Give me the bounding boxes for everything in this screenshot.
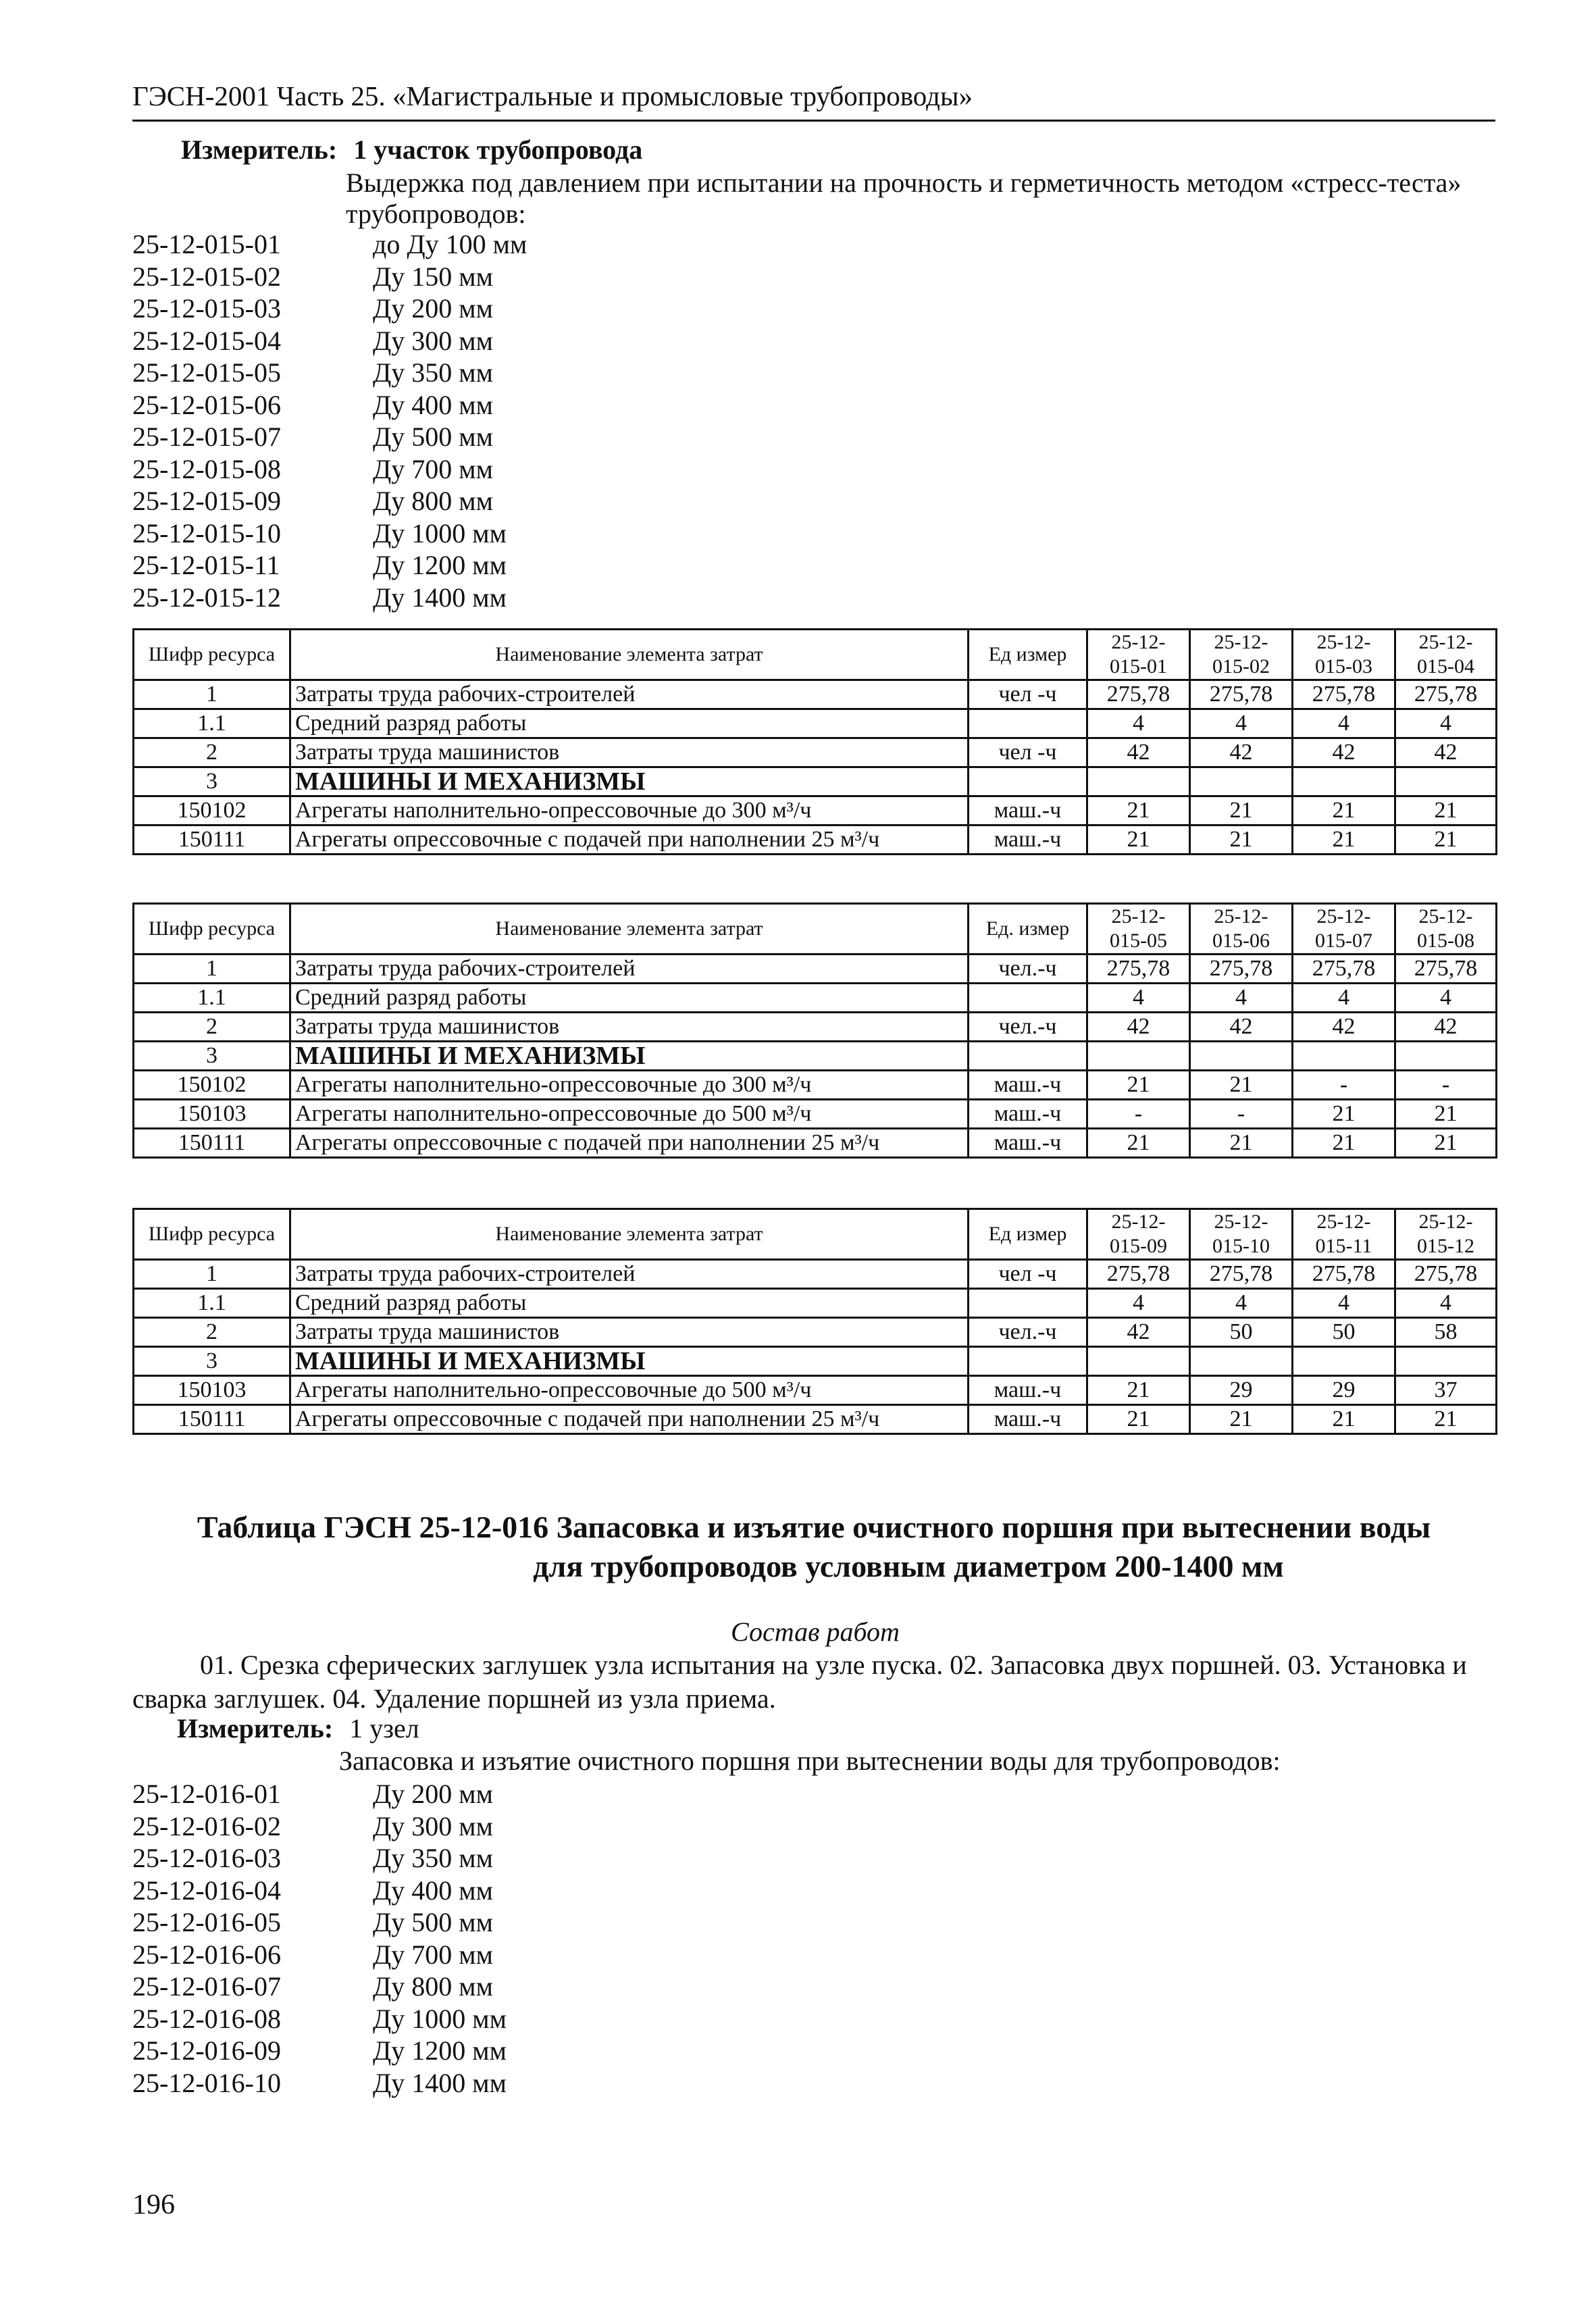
code-list-item [132, 357, 527, 389]
code-list-item [132, 421, 527, 453]
row-name-text: Агрегаты наполнительно-опрессовочные до 500 м³/ч [295, 1377, 812, 1402]
table-header-row [134, 1209, 1497, 1260]
table-row [134, 1260, 1497, 1289]
row-unit: маш.-ч [969, 1100, 1087, 1129]
code-list-item [132, 1778, 507, 1810]
header-norm-code [1087, 904, 1190, 955]
row-value: 275,78 [1395, 1260, 1497, 1289]
header-unit: Ед. измер [969, 904, 1087, 955]
row-unit: маш.-ч [969, 1376, 1087, 1405]
norm-code-part: 015-08 [1417, 930, 1474, 952]
norm-code-part: 25-12- [1111, 905, 1166, 927]
item-label: Ду 300 мм [373, 1810, 493, 1841]
row-unit: маш.-ч [969, 1071, 1087, 1100]
row-name [290, 1405, 969, 1434]
code-list-item [132, 453, 527, 486]
row-value: 42 [1087, 1318, 1190, 1347]
row-value: 21 [1395, 796, 1497, 825]
row-name: Затраты труда рабочих-строителей [290, 955, 969, 984]
item-label: Ду 700 мм [373, 1939, 493, 1970]
row-unit: чел.-ч [969, 955, 1087, 984]
row-value: 21 [1087, 825, 1190, 855]
header-name: Наименование элемента затрат [290, 630, 969, 680]
row-value: 4 [1395, 709, 1497, 738]
row-code: 150111 [134, 1405, 290, 1434]
row-value: 275,78 [1087, 1260, 1190, 1289]
row-value: 21 [1087, 1405, 1190, 1434]
code-list-item [132, 1971, 507, 2003]
row-value: 4 [1293, 709, 1395, 738]
row-name: Затраты труда рабочих-строителей [290, 680, 969, 709]
row-value [1087, 767, 1190, 796]
item-label: Ду 800 мм [373, 486, 493, 516]
norm-code-part: 25-12- [1214, 905, 1268, 927]
header-code: Шифр ресурса [134, 1209, 290, 1260]
row-unit: чел.-ч [969, 1013, 1087, 1042]
item-code: 25-12-015-02 [132, 261, 281, 292]
header-code: Шифр ресурса [134, 630, 290, 680]
row-name-text: Агрегаты опрессовочные с подачей при наполнении 25 м³/ч [295, 1130, 880, 1155]
resource-table-2 [132, 903, 1497, 1159]
row-name: Затраты труда рабочих-строителей [290, 1260, 969, 1289]
item-label: Ду 200 мм [373, 293, 493, 324]
code-list-item [132, 2035, 507, 2067]
resource-table-3 [132, 1208, 1497, 1435]
table-row [134, 1318, 1497, 1347]
header-norm-code [1293, 1209, 1395, 1260]
norm-code-part: 25-12- [1316, 631, 1371, 653]
row-name: МАШИНЫ И МЕХАНИЗМЫ [290, 1042, 969, 1071]
row-value: 21 [1087, 796, 1190, 825]
row-value [1395, 767, 1497, 796]
norm-code-part: 015-11 [1315, 1235, 1372, 1257]
row-value: 4 [1293, 984, 1395, 1013]
item-label: до Ду 100 мм [373, 229, 527, 259]
row-value: 275,78 [1293, 680, 1395, 709]
row-value: 42 [1087, 1013, 1190, 1042]
row-value [1190, 1042, 1293, 1071]
norm-code-part: 015-06 [1212, 930, 1270, 952]
row-value: 21 [1293, 796, 1395, 825]
row-value: 275,78 [1190, 680, 1293, 709]
code-list-item [132, 1875, 507, 1907]
row-name-text: Агрегаты наполнительно-опрессовочные до 500 м³/ч [295, 1101, 812, 1126]
norm-code-part: 015-07 [1315, 930, 1372, 952]
header-unit: Ед измер [969, 1209, 1087, 1260]
row-value: 275,78 [1293, 1260, 1395, 1289]
item-label: Ду 800 мм [373, 1971, 493, 2002]
row-code: 2 [134, 1318, 290, 1347]
item-code: 25-12-016-01 [132, 1779, 281, 1809]
item-code: 25-12-015-09 [132, 486, 281, 516]
measure-label-2: Измеритель: [177, 1713, 334, 1744]
row-code: 2 [134, 1013, 290, 1042]
header-unit: Ед измер [969, 630, 1087, 680]
item-label: Ду 300 мм [373, 325, 493, 356]
row-code: 150102 [134, 796, 290, 825]
item-code: 25-12-016-10 [132, 2067, 281, 2098]
row-name [290, 1100, 969, 1129]
row-unit [969, 1042, 1087, 1071]
item-code: 25-12-015-07 [132, 422, 281, 452]
row-value: - [1293, 1071, 1395, 1100]
item-code: 25-12-015-03 [132, 293, 281, 324]
row-code: 1 [134, 1260, 290, 1289]
page-number: 196 [132, 2189, 175, 2220]
header-norm-code [1087, 630, 1190, 680]
row-value: 42 [1293, 1013, 1395, 1042]
row-value [1087, 1347, 1190, 1376]
row-value: 42 [1087, 738, 1190, 767]
row-value [1293, 1042, 1395, 1071]
row-value: 42 [1293, 738, 1395, 767]
table-row [134, 1071, 1497, 1100]
row-code: 1 [134, 680, 290, 709]
code-list-item [132, 582, 527, 614]
table-row [134, 680, 1497, 709]
item-label: Ду 500 мм [373, 1907, 493, 1937]
row-value [1395, 1347, 1497, 1376]
row-value: 21 [1190, 1071, 1293, 1100]
header-norm-code [1293, 904, 1395, 955]
norm-code-part: 015-09 [1110, 1235, 1167, 1257]
measure-value: 1 участок трубопровода [353, 134, 643, 165]
resource-table-1 [132, 628, 1497, 855]
table-row [134, 1289, 1497, 1318]
item-label: Ду 1400 мм [373, 582, 507, 613]
header-norm-code [1190, 904, 1293, 955]
row-value: - [1087, 1100, 1190, 1129]
row-value: 275,78 [1293, 955, 1395, 984]
norm-code-part: 25-12- [1418, 1211, 1473, 1233]
item-code: 25-12-015-01 [132, 229, 281, 259]
item-code: 25-12-016-04 [132, 1875, 281, 1906]
header-name: Наименование элемента затрат [290, 904, 969, 955]
item-label: Ду 700 мм [373, 453, 493, 484]
item-label: Ду 1400 мм [373, 2067, 507, 2098]
norm-code-part: 015-04 [1417, 655, 1474, 678]
header-code: Шифр ресурса [134, 904, 290, 955]
table-row [134, 955, 1497, 984]
row-value: 275,78 [1087, 680, 1190, 709]
row-value: 21 [1190, 825, 1293, 855]
code-list-item [132, 228, 527, 261]
row-value [1293, 767, 1395, 796]
row-value [1293, 1347, 1395, 1376]
row-code: 150103 [134, 1100, 290, 1129]
row-value: 21 [1087, 1376, 1190, 1405]
row-name: Средний разряд работы [290, 984, 969, 1013]
row-name [290, 1129, 969, 1158]
header-norm-code [1087, 1209, 1190, 1260]
row-name: МАШИНЫ И МЕХАНИЗМЫ [290, 1347, 969, 1376]
item-label: Ду 150 мм [373, 261, 493, 292]
code-list-item [132, 2003, 507, 2035]
item-code: 25-12-015-11 [132, 550, 280, 580]
table-row [134, 1347, 1497, 1376]
works-text: 01. Срезка сферических заглушек узла испытания на узле пуска. 02. Запасовка двух поршней. 03. Установка и сварка заглушек. 04. Удаление поршней из узла приема. [132, 1650, 1467, 1714]
norm-code-part: 25-12- [1316, 1211, 1371, 1233]
row-value: 21 [1293, 825, 1395, 855]
row-name: Средний разряд работы [290, 709, 969, 738]
row-value: 21 [1293, 1129, 1395, 1158]
table-row [134, 1013, 1497, 1042]
row-value: 275,78 [1190, 955, 1293, 984]
item-label: Ду 350 мм [373, 1843, 493, 1873]
row-code: 3 [134, 1042, 290, 1071]
row-code: 1.1 [134, 1289, 290, 1318]
header-norm-code [1293, 630, 1395, 680]
item-label: Ду 1200 мм [373, 550, 507, 580]
section2-code-list [132, 1778, 507, 2099]
row-unit: чел.-ч [969, 1318, 1087, 1347]
row-value: 50 [1293, 1318, 1395, 1347]
row-code: 2 [134, 738, 290, 767]
row-value: - [1190, 1100, 1293, 1129]
row-value: 37 [1395, 1376, 1497, 1405]
header-norm-code [1395, 1209, 1497, 1260]
item-label: Ду 1000 мм [373, 2003, 507, 2034]
row-value: 29 [1190, 1376, 1293, 1405]
code-list-item [132, 517, 527, 550]
row-value: 21 [1395, 1100, 1497, 1129]
row-value: 21 [1190, 1129, 1293, 1158]
row-value [1395, 1042, 1497, 1071]
norm-code-part: 25-12- [1214, 631, 1268, 653]
norm-code-part: 25-12- [1418, 631, 1473, 653]
row-value: 21 [1190, 796, 1293, 825]
header-norm-code [1395, 630, 1497, 680]
row-name: Затраты труда машинистов [290, 1318, 969, 1347]
code-list-item [132, 1842, 507, 1875]
row-value: 4 [1395, 1289, 1497, 1318]
row-code: 1 [134, 955, 290, 984]
row-code: 1.1 [134, 709, 290, 738]
code-list-item [132, 1939, 507, 1971]
norm-code-part: 015-02 [1212, 655, 1270, 678]
measure-value-2: 1 узел [349, 1713, 419, 1744]
item-code: 25-12-016-05 [132, 1907, 281, 1937]
item-code: 25-12-016-02 [132, 1810, 281, 1841]
item-code: 25-12-015-04 [132, 325, 281, 356]
item-label: Ду 1200 мм [373, 2035, 507, 2066]
item-code: 25-12-016-06 [132, 1939, 281, 1970]
table-row [134, 984, 1497, 1013]
item-code: 25-12-016-07 [132, 1971, 281, 2002]
measure-line-2 [177, 1712, 419, 1744]
row-name [290, 1071, 969, 1100]
row-code: 150103 [134, 1376, 290, 1405]
table-header-row [134, 904, 1497, 955]
header-norm-code [1190, 630, 1293, 680]
row-value: 50 [1190, 1318, 1293, 1347]
row-value: 42 [1395, 1013, 1497, 1042]
item-code: 25-12-015-05 [132, 357, 281, 388]
row-name-text: Агрегаты опрессовочные с подачей при наполнении 25 м³/ч [295, 827, 880, 852]
table-row [134, 1100, 1497, 1129]
code-list-item [132, 293, 527, 325]
table-row [134, 825, 1497, 855]
header-rule [132, 120, 1495, 122]
code-list-item [132, 1810, 507, 1843]
norm-code-part: 25-12- [1316, 905, 1371, 927]
section1-code-list [132, 228, 527, 613]
row-name [290, 796, 969, 825]
row-code: 150102 [134, 1071, 290, 1100]
row-value: 4 [1395, 984, 1497, 1013]
norm-code-part: 015-03 [1315, 655, 1372, 678]
row-value: 4 [1087, 1289, 1190, 1318]
row-unit: маш.-ч [969, 1405, 1087, 1434]
row-value: 21 [1395, 825, 1497, 855]
table-title-line-1: Таблица ГЭСН 25-12-016 Запасовка и изъятие очистного поршня при вытеснении воды [197, 1510, 1431, 1544]
row-unit: чел -ч [969, 738, 1087, 767]
item-label: Ду 200 мм [373, 1779, 493, 1809]
code-list-item [132, 1906, 507, 1939]
table-row [134, 796, 1497, 825]
item-label: Ду 400 мм [373, 1875, 493, 1906]
row-unit [969, 1347, 1087, 1376]
norm-code-part: 015-10 [1212, 1235, 1270, 1257]
row-value: 21 [1087, 1071, 1190, 1100]
norm-code-part: 015-01 [1110, 655, 1167, 678]
row-value: 29 [1293, 1376, 1395, 1405]
row-value [1190, 1347, 1293, 1376]
norm-code-part: 25-12- [1214, 1211, 1268, 1233]
code-list-item [132, 485, 527, 517]
row-value: 275,78 [1395, 955, 1497, 984]
table-header-row [134, 630, 1497, 680]
row-unit: чел -ч [969, 680, 1087, 709]
row-name: Затраты труда машинистов [290, 738, 969, 767]
row-value: 4 [1190, 1289, 1293, 1318]
row-value: 21 [1190, 1405, 1293, 1434]
code-list-item [132, 261, 527, 293]
code-list-item [132, 2067, 507, 2100]
table-row [134, 709, 1497, 738]
row-value [1190, 767, 1293, 796]
row-unit: чел -ч [969, 1260, 1087, 1289]
measure-label: Измеритель: [181, 134, 338, 165]
row-value: 4 [1190, 709, 1293, 738]
row-value: 4 [1293, 1289, 1395, 1318]
row-code: 150111 [134, 1129, 290, 1158]
table-row [134, 767, 1497, 796]
row-value: 21 [1293, 1100, 1395, 1129]
item-label: Ду 350 мм [373, 357, 493, 388]
item-label: Ду 500 мм [373, 422, 493, 452]
row-unit [969, 1289, 1087, 1318]
row-value: 275,78 [1190, 1260, 1293, 1289]
norm-code-part: 015-12 [1417, 1235, 1474, 1257]
row-value: 58 [1395, 1318, 1497, 1347]
table-row [134, 1129, 1497, 1158]
code-list-item [132, 389, 527, 422]
code-list-item [132, 325, 527, 357]
item-code: 25-12-015-06 [132, 389, 281, 420]
item-code: 25-12-016-03 [132, 1843, 281, 1873]
norm-code-part: 25-12- [1418, 905, 1473, 927]
row-value: 275,78 [1087, 955, 1190, 984]
row-value: 21 [1293, 1405, 1395, 1434]
row-value: 275,78 [1395, 680, 1497, 709]
row-name: Затраты труда машинистов [290, 1013, 969, 1042]
row-code: 3 [134, 767, 290, 796]
row-value: 4 [1087, 984, 1190, 1013]
row-value: 4 [1190, 984, 1293, 1013]
row-unit [969, 984, 1087, 1013]
table-row [134, 1405, 1497, 1434]
row-value: 4 [1087, 709, 1190, 738]
row-name-text: Агрегаты опрессовочные с подачей при наполнении 25 м³/ч [295, 1406, 880, 1431]
row-unit [969, 767, 1087, 796]
header-name: Наименование элемента затрат [290, 1209, 969, 1260]
table-row [134, 738, 1497, 767]
row-value: 21 [1087, 1129, 1190, 1158]
row-unit: маш.-ч [969, 825, 1087, 855]
section2-description: Запасовка и изъятие очистного поршня при вытеснении воды для трубопроводов: [339, 1746, 1281, 1776]
row-name [290, 1376, 969, 1405]
row-value: 21 [1395, 1129, 1497, 1158]
norm-code-part: 015-05 [1110, 930, 1167, 952]
code-list-item [132, 549, 527, 582]
item-code: 25-12-015-10 [132, 517, 281, 549]
header-norm-code [1190, 1209, 1293, 1260]
running-header: ГЭСН-2001 Часть 25. «Магистральные и промысловые трубопроводы» [132, 80, 973, 111]
row-value: 42 [1190, 1013, 1293, 1042]
row-name-text: Агрегаты наполнительно-опрессовочные до 300 м³/ч [295, 798, 812, 823]
item-label: Ду 400 мм [373, 389, 493, 420]
row-value: 21 [1395, 1405, 1497, 1434]
item-label: Ду 1000 мм [373, 517, 507, 549]
row-code: 1.1 [134, 984, 290, 1013]
measure-line-1 [181, 134, 642, 166]
norm-code-part: 25-12- [1111, 631, 1166, 653]
item-code: 25-12-016-08 [132, 2003, 281, 2034]
table-row [134, 1376, 1497, 1405]
row-name: МАШИНЫ И МЕХАНИЗМЫ [290, 767, 969, 796]
table-row [134, 1042, 1497, 1071]
header-norm-code [1395, 904, 1497, 955]
section1-description: Выдержка под давлением при испытании на прочность и герметичность методом «стресс-теста» трубопроводов: [346, 168, 1462, 229]
row-value: 42 [1395, 738, 1497, 767]
table-title-line-2: для трубопроводов условным диаметром 200-1400 мм [533, 1549, 1284, 1583]
table-title [132, 1508, 1495, 1586]
row-name: Средний разряд работы [290, 1289, 969, 1318]
works-heading: Состав работ [731, 1617, 900, 1647]
row-name [290, 825, 969, 855]
row-unit: маш.-ч [969, 796, 1087, 825]
row-value: - [1395, 1071, 1497, 1100]
row-value [1087, 1042, 1190, 1071]
row-code: 150111 [134, 825, 290, 855]
row-unit [969, 709, 1087, 738]
row-value: 42 [1190, 738, 1293, 767]
item-code: 25-12-015-08 [132, 453, 281, 484]
row-unit: маш.-ч [969, 1129, 1087, 1158]
item-code: 25-12-015-12 [132, 582, 281, 613]
norm-code-part: 25-12- [1111, 1211, 1166, 1233]
row-code: 3 [134, 1347, 290, 1376]
row-name-text: Агрегаты наполнительно-опрессовочные до 300 м³/ч [295, 1072, 812, 1097]
item-code: 25-12-016-09 [132, 2035, 281, 2066]
